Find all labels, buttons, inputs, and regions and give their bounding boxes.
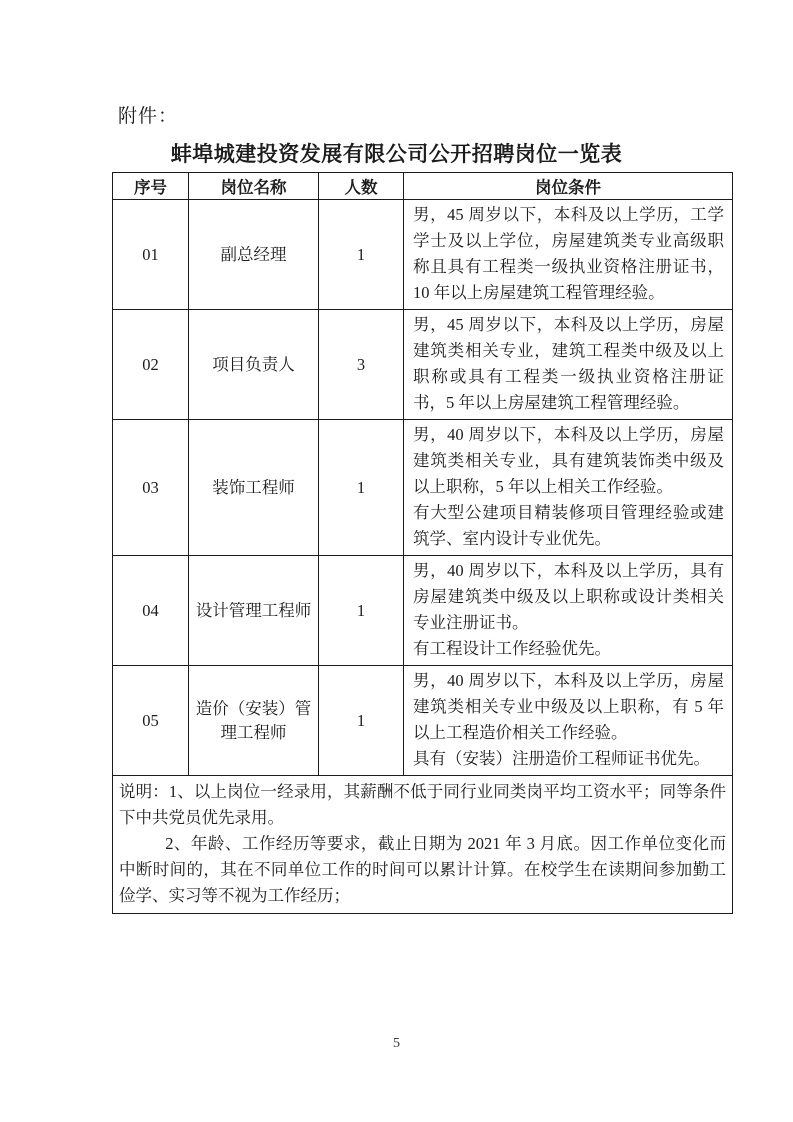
serial-number-cell: 01 <box>113 200 189 310</box>
table-row <box>113 556 733 666</box>
conditions-cell <box>404 666 733 776</box>
headcount-cell: 1 <box>319 556 404 666</box>
note-paragraph: 说明：1、以上岗位一经录用，其薪酬不低于同行业同类岗平均工资水平；同等条件下中共党员优先录用。 <box>119 782 726 827</box>
attachment-label: 附件： <box>118 106 179 127</box>
col-header-serial: 序号 <box>113 173 189 200</box>
headcount-cell: 1 <box>319 666 404 776</box>
condition-paragraph: 有工程设计工作经验优先。 <box>413 639 611 658</box>
condition-paragraph: 男，40 周岁以下，本科及以上学历，房屋建筑类相关专业，具有建筑装饰类中级及以上职称，5 年以上相关工作经验。 <box>413 425 724 496</box>
table-row <box>113 200 733 310</box>
note-paragraph: 2、年龄、工作经历等要求，截止日期为 2021 年 3 月底。因工作单位变化而中断时间的，其在不同单位工作的时间可以累计计算。在校学生在读期间参加勤工俭学、实习等不视为工作经历； <box>119 834 726 905</box>
condition-paragraph: 具有（安装）注册造价工程师证书优先。 <box>413 749 710 768</box>
position-name-cell: 装饰工程师 <box>189 420 319 556</box>
col-header-position: 岗位名称 <box>189 173 319 200</box>
conditions-cell <box>404 556 733 666</box>
page-number: 5 <box>393 1036 400 1051</box>
conditions-cell <box>404 310 733 420</box>
condition-paragraph: 男，45 周岁以下，本科及以上学历，房屋建筑类相关专业，建筑工程类中级及以上职称或具有工程类一级执业资格注册证书，5 年以上房屋建筑工程管理经验。 <box>413 315 724 412</box>
recruitment-table <box>112 172 733 914</box>
col-header-conditions: 岗位条件 <box>404 173 733 200</box>
col-header-headcount: 人数 <box>319 173 404 200</box>
table-row <box>113 666 733 776</box>
condition-paragraph: 有大型公建项目精装修项目管理经验或建筑学、室内设计专业优先。 <box>413 503 724 548</box>
position-name-cell: 设计管理工程师 <box>189 556 319 666</box>
serial-number-cell: 03 <box>113 420 189 556</box>
headcount-cell: 1 <box>319 420 404 556</box>
notes-row <box>113 776 733 914</box>
page-title: 蚌埠城建投资发展有限公司公开招聘岗位一览表 <box>170 142 623 166</box>
serial-number-cell: 02 <box>113 310 189 420</box>
position-name-cell: 副总经理 <box>189 200 319 310</box>
headcount-cell: 3 <box>319 310 404 420</box>
condition-paragraph: 男，40 周岁以下，本科及以上学历，具有房屋建筑类中级及以上职称或设计类相关专业注册证书。 <box>413 561 724 632</box>
notes-cell <box>113 776 733 914</box>
position-name-cell: 项目负责人 <box>189 310 319 420</box>
conditions-cell <box>404 200 733 310</box>
condition-paragraph: 男，45 周岁以下，本科及以上学历，工学学士及以上学位，房屋建筑类专业高级职称且具有工程类一级执业资格注册证书，10 年以上房屋建筑工程管理经验。 <box>413 205 724 302</box>
headcount-cell: 1 <box>319 200 404 310</box>
table-row <box>113 310 733 420</box>
condition-paragraph: 男，40 周岁以下，本科及以上学历，房屋建筑类相关专业中级及以上职称，有 5 年以上工程造价相关工作经验。 <box>413 671 724 742</box>
serial-number-cell: 04 <box>113 556 189 666</box>
table-header-row <box>113 173 733 200</box>
conditions-cell <box>404 420 733 556</box>
table-row <box>113 420 733 556</box>
position-name-cell: 造价（安装）管理工程师 <box>189 666 319 776</box>
serial-number-cell: 05 <box>113 666 189 776</box>
